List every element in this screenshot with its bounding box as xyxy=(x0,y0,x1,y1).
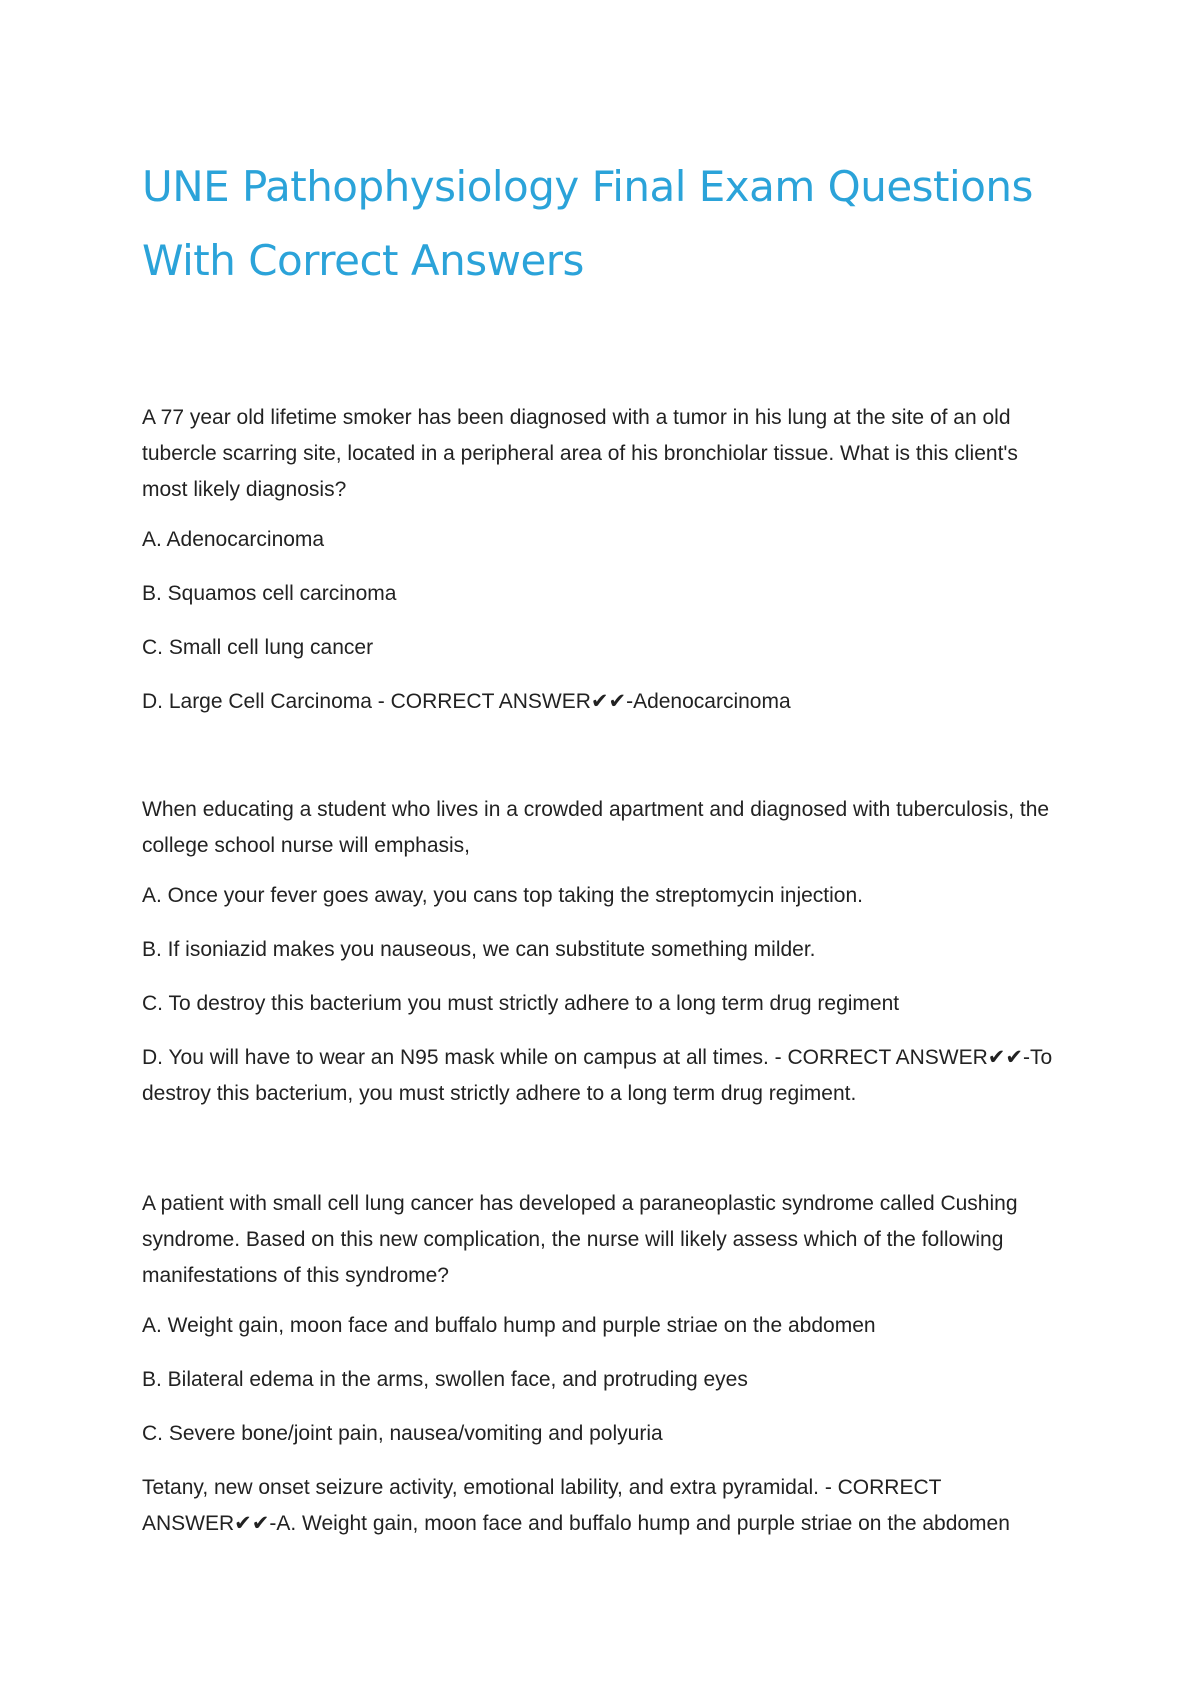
question-3-option-d-answer: Tetany, new onset seizure activity, emotional lability, and extra pyramidal. - CORRECT ANSWER✔✔-A. Weight gain, moon face and buffalo hump and purple striae on the abdomen xyxy=(142,1476,1010,1535)
question-1-option-a: A. Adenocarcinoma xyxy=(142,528,325,551)
question-2 xyxy=(142,792,1062,1112)
question-1-stem: A 77 year old lifetime smoker has been diagnosed with a tumor in his lung at the site of an old tubercle scarring site, located in a peripheral area of his bronchiolar tissue. What is this client's most likely diagnosis? xyxy=(142,406,1018,501)
question-3 xyxy=(142,1186,1062,1542)
document-title-line-1: UNE Pathophysiology Final Exam Questions xyxy=(142,162,1033,211)
question-2-stem: When educating a student who lives in a crowded apartment and diagnosed with tuberculosis, the college school nurse will emphasis, xyxy=(142,798,1050,857)
document-title-line-2: With Correct Answers xyxy=(142,236,584,285)
question-1-option-d-answer: D. Large Cell Carcinoma - CORRECT ANSWER✔✔-Adenocarcinoma xyxy=(142,690,791,713)
question-2-option-c: C. To destroy this bacterium you must strictly adhere to a long term drug regiment xyxy=(142,992,900,1015)
question-2-option-d-answer: D. You will have to wear an N95 mask while on campus at all times. - CORRECT ANSWER✔✔-To destroy this bacterium, you must strictly adhere to a long term drug regiment. xyxy=(142,1046,1053,1105)
question-3-option-b: B. Bilateral edema in the arms, swollen face, and protruding eyes xyxy=(142,1368,748,1391)
question-1-option-c: C. Small cell lung cancer xyxy=(142,636,374,659)
document-title xyxy=(142,150,1062,298)
question-2-option-a: A. Once your fever goes away, you cans top taking the streptomycin injection. xyxy=(142,884,863,907)
question-3-stem: A patient with small cell lung cancer has developed a paraneoplastic syndrome called Cushing syndrome. Based on this new complication, the nurse will likely assess which of the following manifestations of this syndrome? xyxy=(142,1192,1018,1287)
question-3-option-a: A. Weight gain, moon face and buffalo hump and purple striae on the abdomen xyxy=(142,1314,876,1337)
question-1 xyxy=(142,400,1062,720)
question-2-option-b: B. If isoniazid makes you nauseous, we can substitute something milder. xyxy=(142,938,816,961)
question-3-option-c: C. Severe bone/joint pain, nausea/vomiting and polyuria xyxy=(142,1422,663,1445)
question-1-option-b: B. Squamos cell carcinoma xyxy=(142,582,397,605)
document-page xyxy=(142,150,1062,1535)
